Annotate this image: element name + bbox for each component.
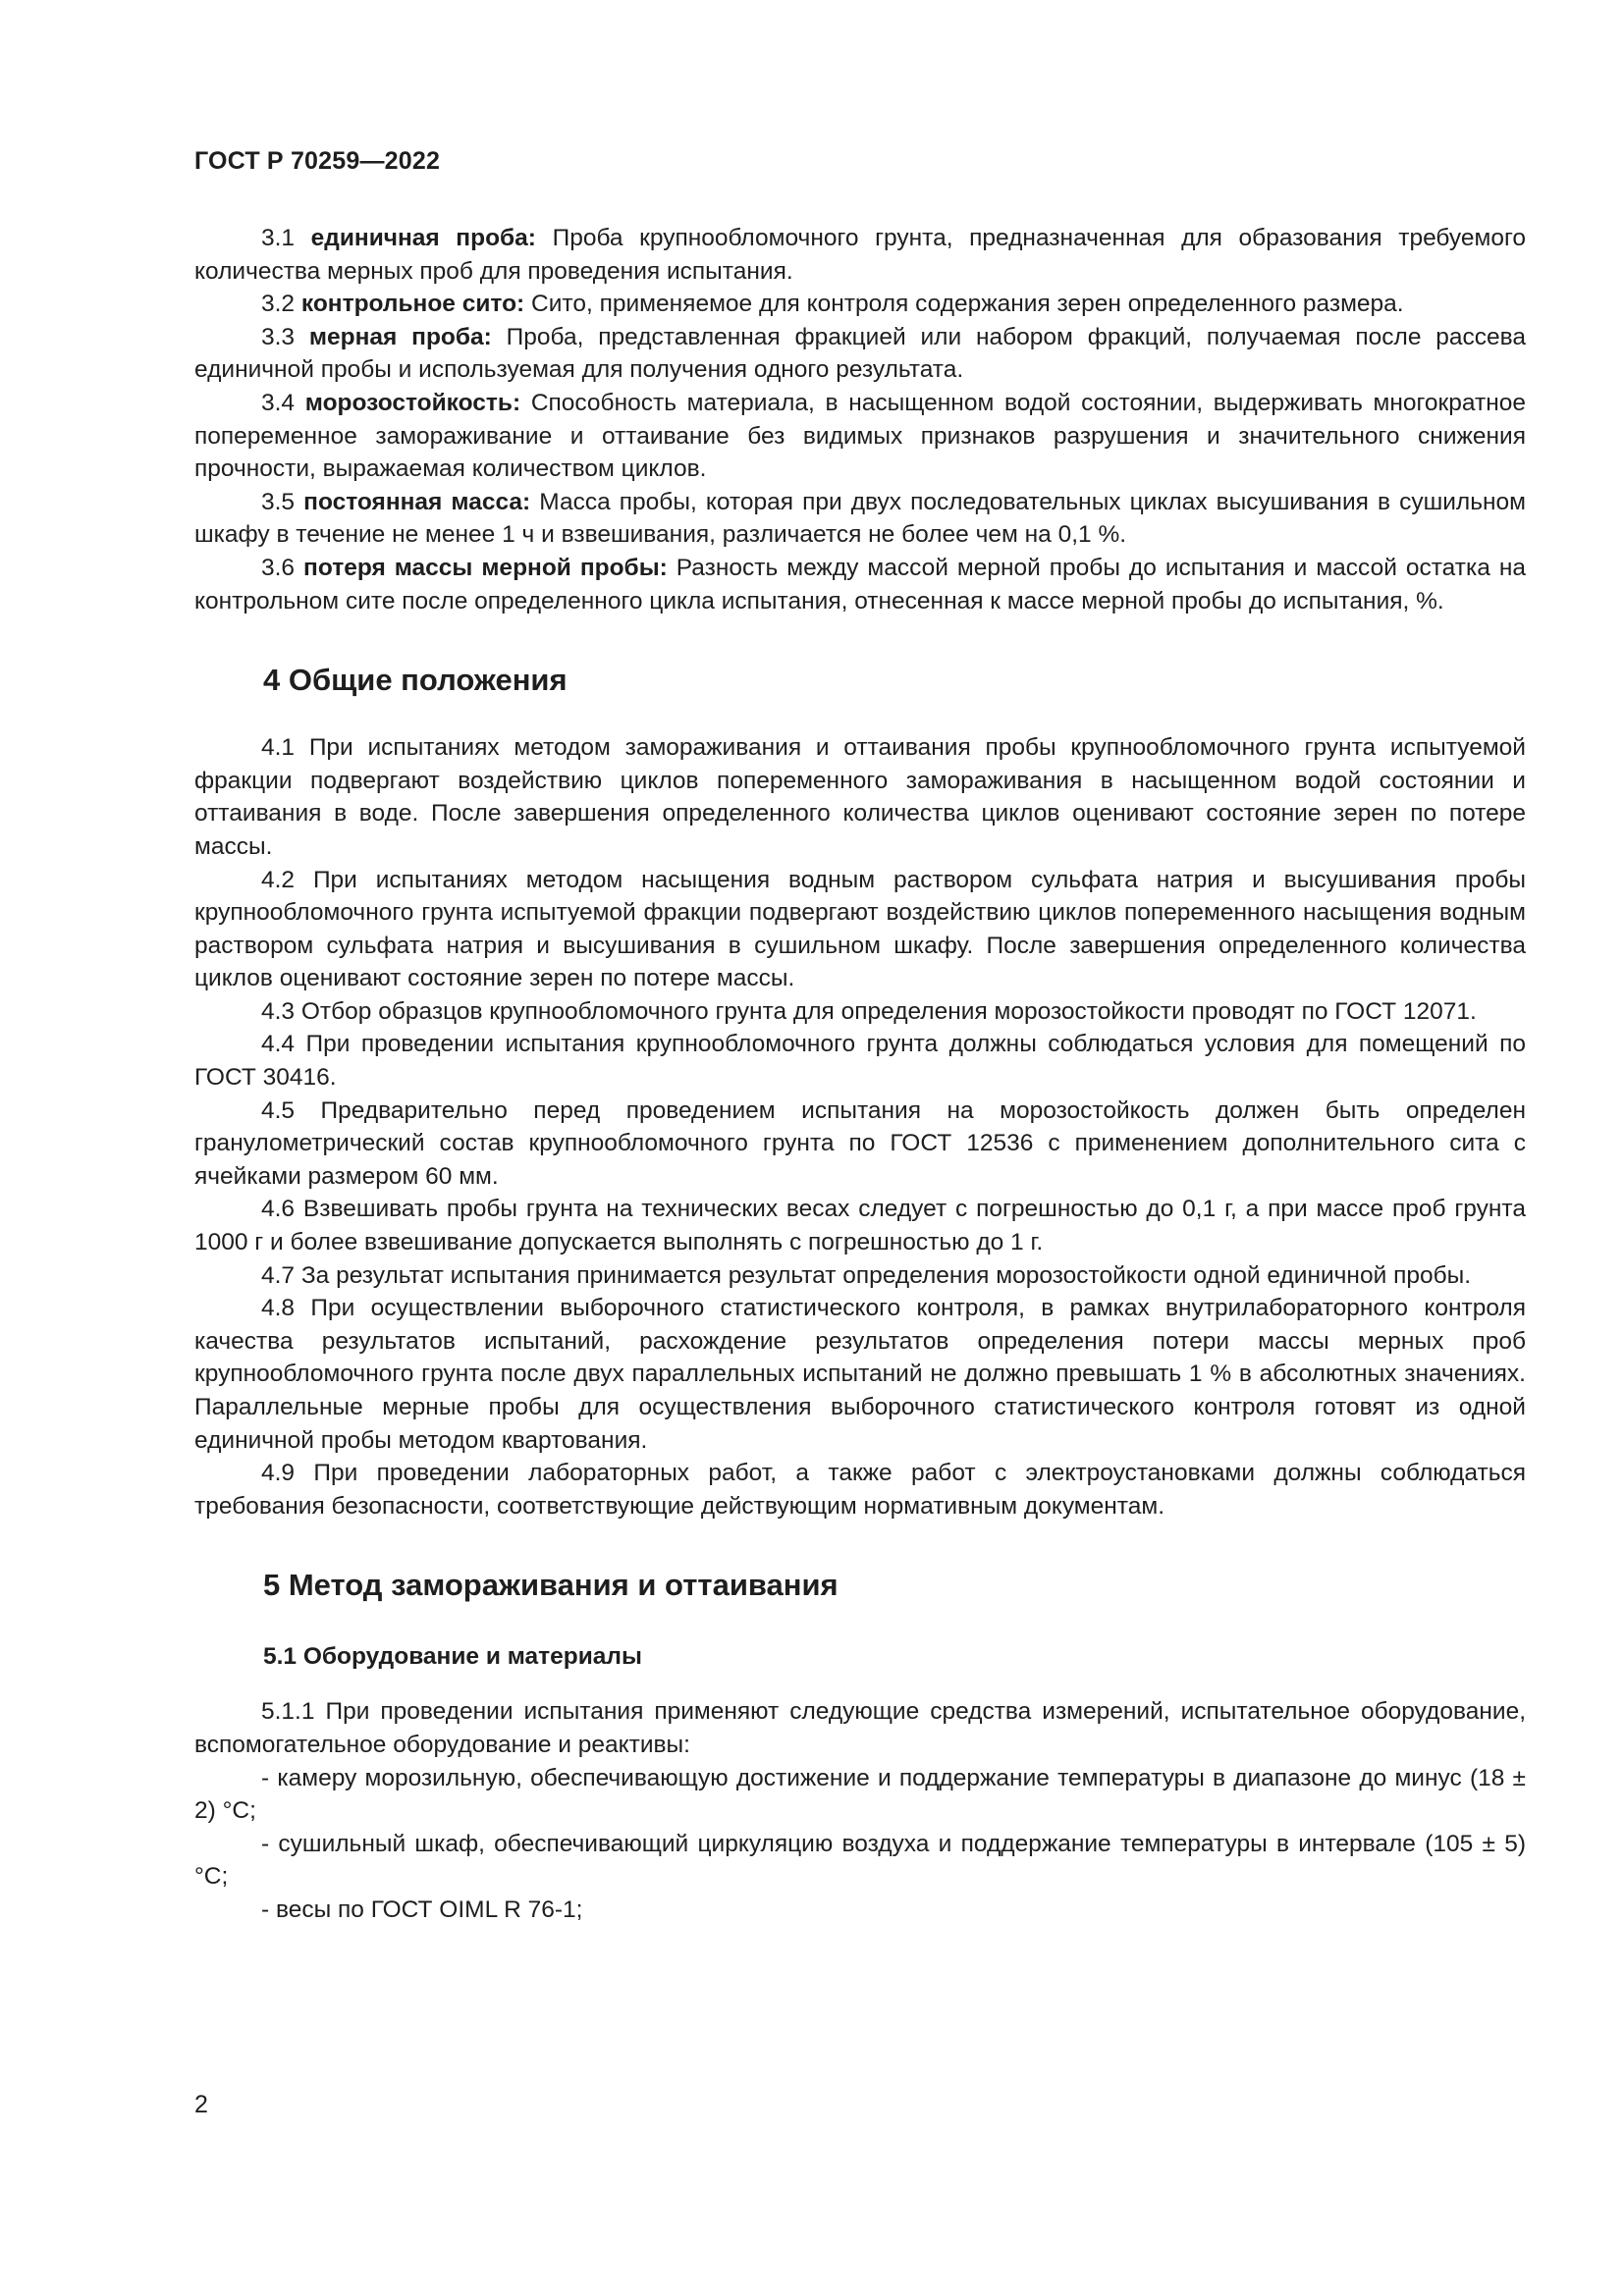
term-name: контрольное сито: [300,291,525,318]
term-text: Масса пробы, которая при двух последовательных циклах высушивания в сушильном шкафу в течение не менее 1 ч и взвешивания, различается не более чем на 0,1 %. [194,488,1526,549]
term-text: Проба, представленная фракцией или набором фракций, получаемая после рассева единичной пробы и используемая для получения одного результата. [194,323,1527,384]
paragraph: 4.2 При испытаниях методом насыщения водным раствором сульфата натрия и высушивания пробы крупнообломочного грунта испытуемой фракции подвергают воздействию циклов попеременного насыщения водным раствором сульфата натрия и высушивания в сушильном шкафу. После завершения определенного количества циклов оценивают состояние зерен по потере массы. [194,866,1526,992]
paragraph: 4.1 При испытаниях методом замораживания и оттаивания пробы крупнообломочного грунта испытуемой фракции подвергают воздействию циклов попеременного замораживания в насыщенном водой состоянии и оттаивания в воде. После завершения определенного количества циклов оценивают состояние зерен по потере массы. [194,734,1526,860]
list-item: - весы по ГОСТ OIML R 76-1; [261,1896,583,1923]
list-item: - сушильный шкаф, обеспечивающий циркуляцию воздуха и поддержание температуры в интервале (105 ± 5) °С; [194,1830,1526,1891]
term-definition [194,486,1526,552]
term-definition [194,387,1526,486]
section-heading: 5 Метод замораживания и оттаивания [263,1568,839,1603]
general-provisions-section [194,731,1526,1522]
term-name: потеря массы мерной пробы: [303,554,668,581]
term-name: постоянная масса: [303,488,531,515]
term-number: 3.2 [261,291,296,318]
term-text: Сито, применяемое для контроля содержания зерен определенного размера. [531,291,1404,318]
term-definition [194,552,1526,617]
paragraph: 5.1.1 При проведении испытания применяют следующие средства измерений, испытательное оборудование, вспомогательное оборудование и реактивы: [194,1698,1526,1758]
page-number: 2 [194,2091,208,2118]
section-heading: 4 Общие положения [263,663,568,698]
document-body [194,222,1526,1927]
term-definition [194,321,1526,387]
term-name: единичная проба: [310,225,536,251]
subsection-heading: 5.1 Оборудование и материалы [263,1643,642,1671]
paragraph: 4.5 Предварительно перед проведением испытания на морозостойкость должен быть определен гранулометрический состав крупнообломочного грунта по ГОСТ 12536 с применением дополнительного сита с ячейками размером 60 мм. [194,1096,1526,1190]
paragraph: 4.4 При проведении испытания крупнообломочного грунта должны соблюдаться условия для помещений по ГОСТ 30416. [194,1031,1526,1092]
term-text: Способность материала, в насыщенном водой состоянии, выдерживать многократное попеременное замораживание и оттаивание без видимых признаков разрушения и значительного снижения прочности, выражаемая количеством циклов. [194,389,1526,483]
terms-section [194,222,1526,617]
paragraph: 4.7 За результат испытания принимается результат определения морозостойкости одной единичной пробы. [261,1261,1472,1289]
paragraph: 4.8 При осуществлении выборочного статистического контроля, в рамках внутрилабораторного контроля качества результатов испытаний, расхождение результатов определения потери массы мерных проб крупнообломочного грунта после двух параллельных испытаний не должно превышать 1 % в абсолютных значениях. Параллельные мерные пробы для осуществления выборочного статистического контроля готовят из одной единичной пробы методом квартования. [194,1295,1526,1454]
document-header: ГОСТ Р 70259—2022 [194,147,441,175]
term-number: 3.4 [261,389,296,416]
term-number: 3.6 [261,554,296,581]
paragraph: 4.9 При проведении лабораторных работ, а также работ с электроустановками должны соблюдаться требования безопасности, соответствующие действующим нормативным документам. [194,1460,1526,1520]
term-name: морозостойкость: [304,389,521,416]
method-section [194,1695,1526,1926]
term-definition [194,222,1526,288]
term-definition [194,288,1526,321]
term-text: Проба крупнообломочного грунта, предназначенная для образования требуемого количества мерных проб для проведения испытания. [194,225,1527,285]
paragraph: 4.3 Отбор образцов крупнообломочного грунта для определения морозостойкости проводят по ГОСТ 12071. [261,997,1477,1025]
term-number: 3.3 [261,323,296,350]
paragraph: 4.6 Взвешивать пробы грунта на технических весах следует с погрешностью до 0,1 г, а при массе проб грунта 1000 г и более взвешивание допускается выполнять с погрешностью до 1 г. [194,1196,1526,1256]
term-number: 3.5 [261,488,296,515]
list-item: - камеру морозильную, обеспечивающую достижение и поддержание температуры в диапазоне до минус (18 ± 2) °С; [194,1764,1526,1825]
term-number: 3.1 [261,225,296,251]
term-name: мерная проба: [308,323,492,350]
term-text: Разность между массой мерной пробы до испытания и массой остатка на контрольном сите после определенного цикла испытания, отнесенная к массе мерной пробы до испытания, %. [194,554,1526,614]
